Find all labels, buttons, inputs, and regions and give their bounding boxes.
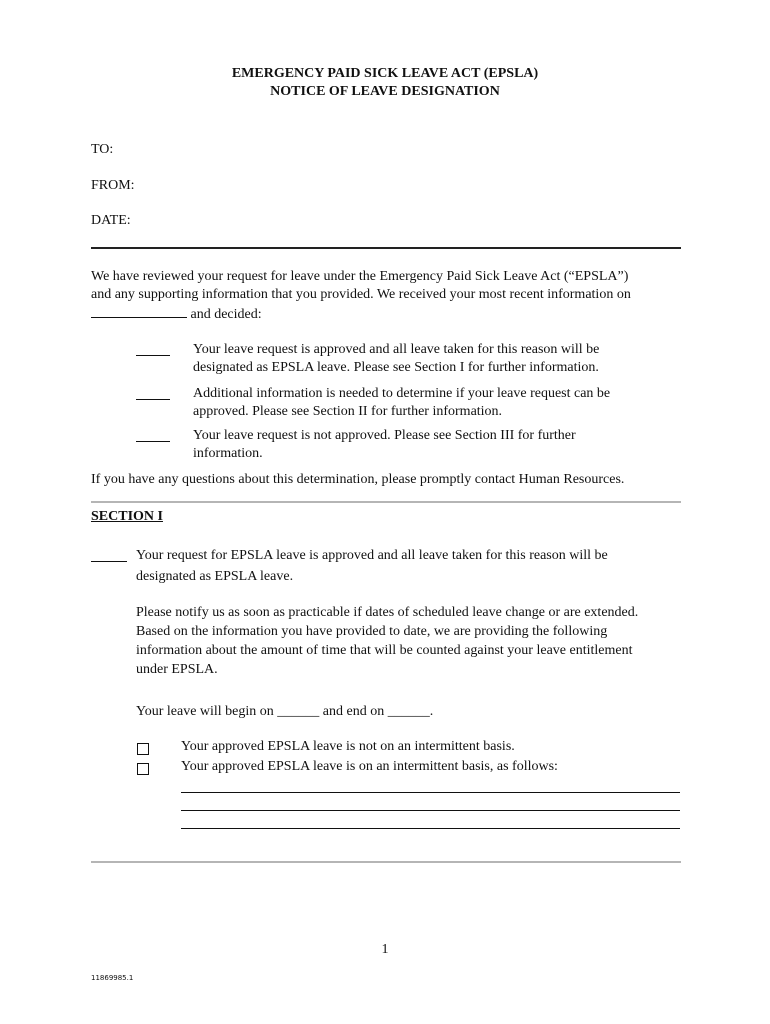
header-divider xyxy=(91,247,681,249)
leave-dates-middle: and end on xyxy=(319,704,388,719)
intermittent-detail-line-1[interactable] xyxy=(181,792,680,793)
document-id: 11869985.1 xyxy=(91,974,134,982)
document-title-line1: EMERGENCY PAID SICK LEAVE ACT (EPSLA) xyxy=(231,66,539,81)
intermittent-detail-line-2[interactable] xyxy=(181,810,680,811)
notify-line-4: under EPSLA. xyxy=(136,662,218,677)
section-1-approved-line-1: Your request for EPSLA leave is approved and all leave taken for this reason will be xyxy=(136,548,608,563)
section-1-approved-line-2: designated as EPSLA leave. xyxy=(136,569,294,584)
option-denied-line-1: Your leave request is not approved. Please see Section III for further xyxy=(193,428,576,443)
checkbox-intermittent[interactable] xyxy=(137,763,149,775)
received-date-blank[interactable] xyxy=(91,304,187,318)
leave-dates-suffix: . xyxy=(429,704,434,719)
page-number: 1 xyxy=(381,942,389,957)
option-denied-text xyxy=(193,427,673,463)
section-divider-top xyxy=(91,501,681,503)
intro-line-1: We have reviewed your request for leave under the Emergency Paid Sick Leave Act (“EPSLA”) xyxy=(91,269,629,284)
checkbox-not-intermittent-label: Your approved EPSLA leave is not on an intermittent basis. xyxy=(181,739,515,754)
notify-line-2: Based on the information you have provided to date, we are providing the following xyxy=(136,624,608,639)
leave-begin-blank[interactable]: ______ xyxy=(277,704,320,719)
notify-line-1: Please notify us as soon as practicable if dates of scheduled leave change or are extended. xyxy=(136,605,639,620)
contact-hr-text: If you have any questions about this determination, please promptly contact Human Resources. xyxy=(91,472,625,487)
option-denied-line-2: information. xyxy=(193,446,263,461)
intro-line-3 xyxy=(91,304,691,324)
notify-line-3: information about the amount of time that will be counted against your leave entitlement xyxy=(136,643,633,658)
from-label: FROM: xyxy=(91,178,135,193)
document-title-line2: NOTICE OF LEAVE DESIGNATION xyxy=(270,84,500,99)
section-1-approved-blank[interactable] xyxy=(91,561,127,562)
section-1-heading: SECTION I xyxy=(91,509,163,524)
option-approved-text xyxy=(193,341,673,377)
option-approved-blank[interactable] xyxy=(136,355,170,356)
checkbox-intermittent-label: Your approved EPSLA leave is on an intermittent basis, as follows: xyxy=(181,759,558,774)
option-denied-blank[interactable] xyxy=(136,441,170,442)
option-approved-line-2: designated as EPSLA leave. Please see Section I for further information. xyxy=(193,360,599,375)
leave-dates-prefix: Your leave will begin on xyxy=(136,704,278,719)
option-approved-line-1: Your leave request is approved and all leave taken for this reason will be xyxy=(193,342,600,357)
leave-end-blank[interactable]: ______ xyxy=(387,704,430,719)
option-more-info-blank[interactable] xyxy=(136,399,170,400)
section-divider-bottom xyxy=(91,861,681,863)
option-more-info-line-1: Additional information is needed to determine if your leave request can be xyxy=(193,386,611,401)
date-label: DATE: xyxy=(91,213,131,228)
to-label: TO: xyxy=(91,142,114,157)
option-more-info-line-2: approved. Please see Section II for further information. xyxy=(193,404,503,419)
leave-dates-line xyxy=(136,701,681,722)
intro-line-3-text: and decided: xyxy=(187,307,262,322)
section-1-approved-text xyxy=(136,545,681,587)
checkbox-not-intermittent[interactable] xyxy=(137,743,149,755)
section-1-notify-paragraph xyxy=(136,603,681,679)
intro-paragraph xyxy=(91,268,691,324)
intermittent-detail-line-3[interactable] xyxy=(181,828,680,829)
option-more-info-text xyxy=(193,385,673,421)
intro-line-2: and any supporting information that you provided. We received your most recent information on xyxy=(91,287,631,302)
